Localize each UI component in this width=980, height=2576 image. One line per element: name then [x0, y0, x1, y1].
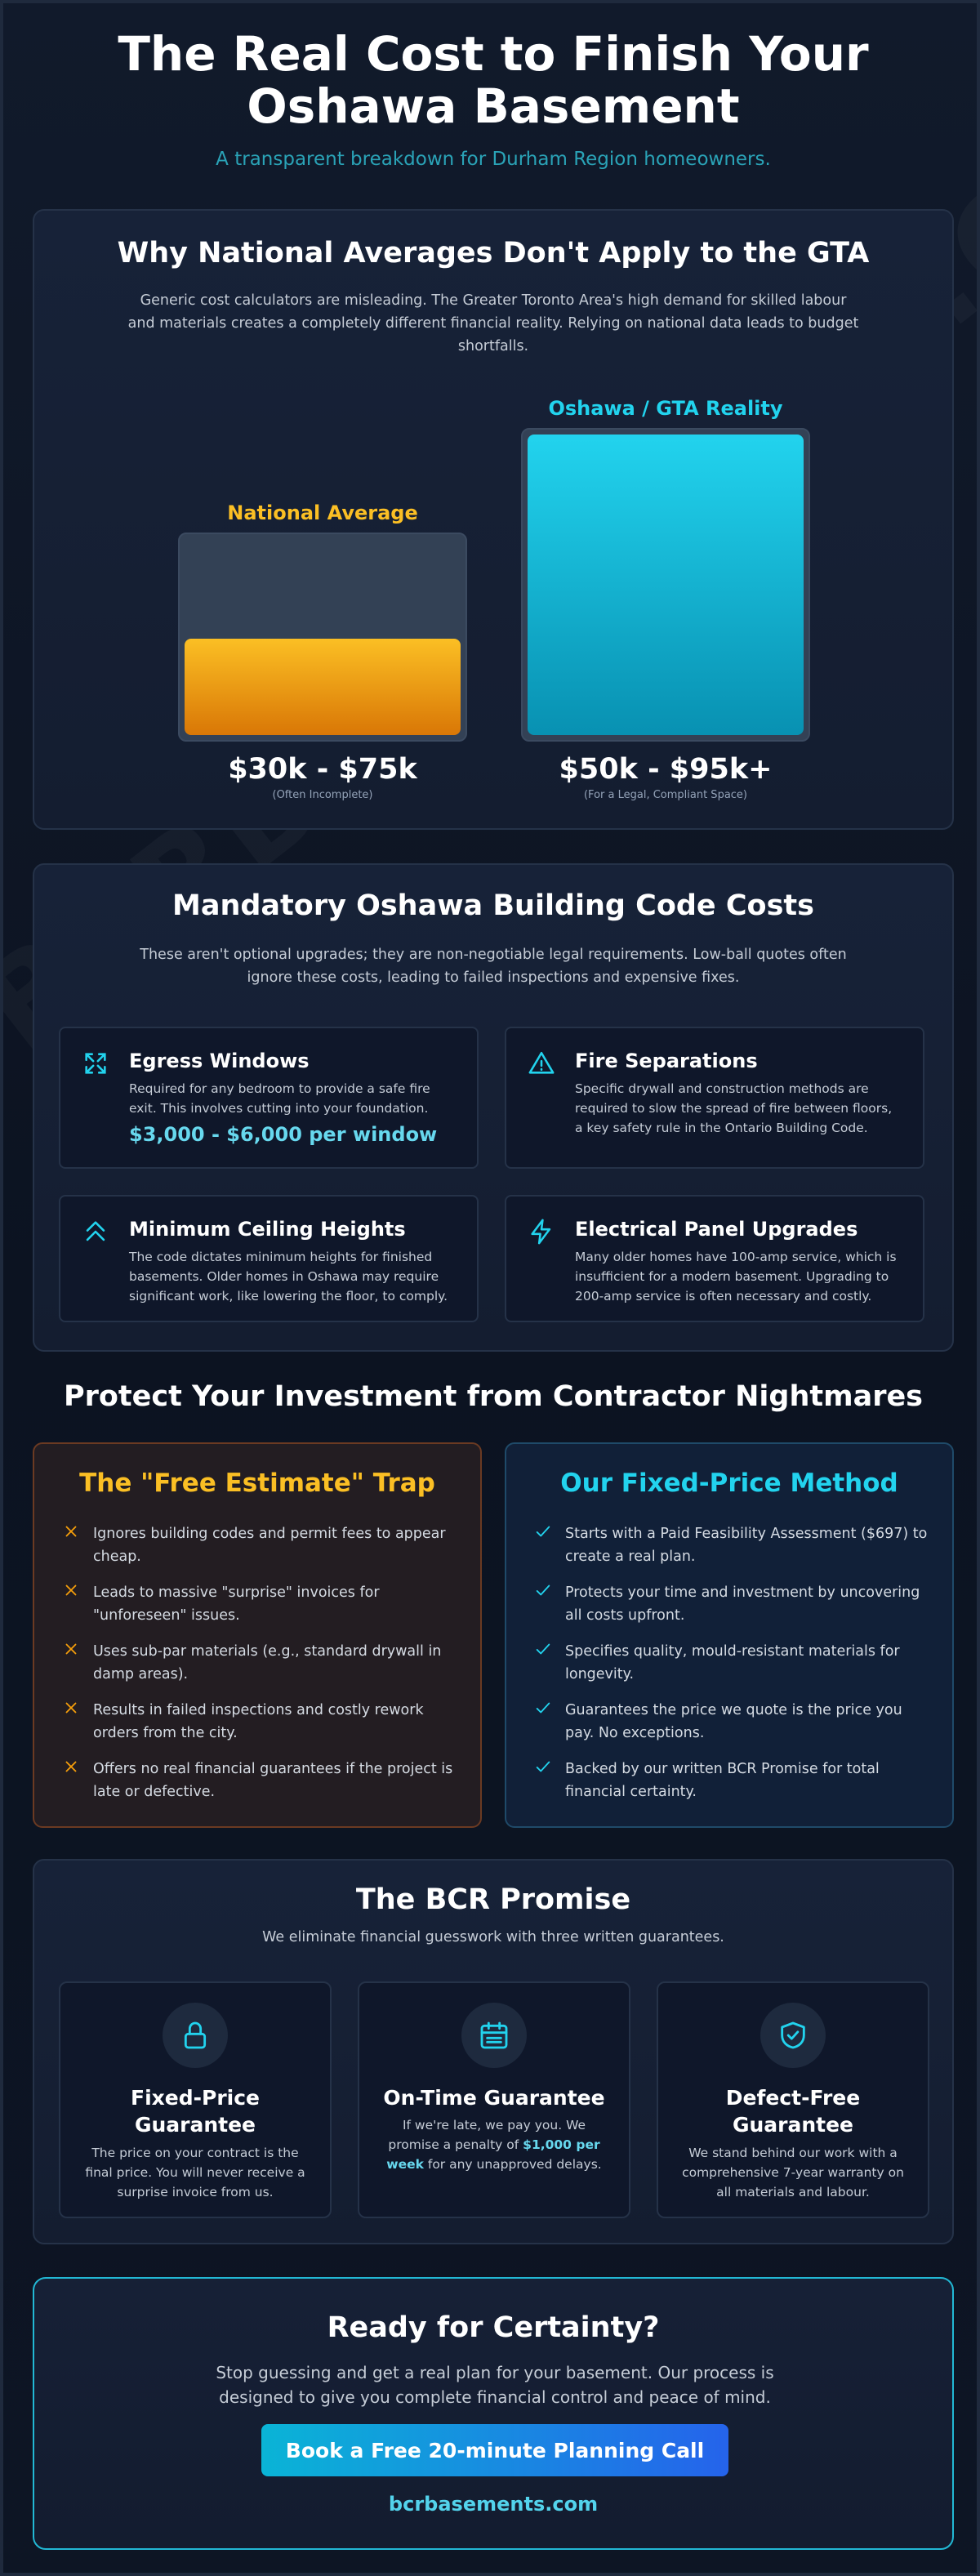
- promise-lead: We eliminate financial guesswork with three written guarantees.: [262, 1929, 724, 1945]
- trap-item-text: Results in failed inspections and costly rework orders from the city.: [93, 1702, 424, 1741]
- x-mark-icon: [62, 1581, 80, 1599]
- icon-circle: [163, 2003, 228, 2068]
- national-bar-note: (Often Incomplete): [272, 789, 373, 801]
- fixed-price-method-card: [505, 1442, 954, 1828]
- code-costs-lead: These aren't optional upgrades; they are non-negotiable legal requirements. Low-ball quotes often ignore these costs, leading to failed inspections and expensive fixes.: [140, 947, 847, 986]
- promise-card-desc: [376, 2115, 612, 2174]
- gta-bar-value: $50k - $95k+: [559, 753, 773, 786]
- requirement-desc: Many older homes have 100-amp service, which is insufficient for a modern basement. Upgrading to 200-amp service is often necessary and costly.: [575, 1250, 897, 1304]
- gta-bar-fill: [528, 435, 804, 735]
- national-bar-fill: [185, 639, 461, 735]
- free-estimate-trap-card: [33, 1442, 482, 1828]
- averages-lead: Generic cost calculators are misleading. The Greater Toronto Area's high demand for skilled labour and materials creates a completely different financial reality. Relying on national data leads to budget shortfalls.: [127, 292, 859, 354]
- promise-card-fixed-price: [59, 1981, 332, 2218]
- expand-arrows-icon: [82, 1050, 109, 1077]
- requirement-title: Fire Separations: [575, 1050, 758, 1072]
- cta-lead: Stop guessing and get a real plan for your basement. Our process is designed to give you complete financial control and peace of mind.: [216, 2363, 774, 2407]
- promise-card-desc: We stand behind our work with a comprehensive 7-year warranty on all materials and labour.: [682, 2146, 904, 2199]
- trap-title: The "Free Estimate" Trap: [79, 1468, 435, 1498]
- cta-section: [33, 2277, 954, 2550]
- website-link[interactable]: bcrbasements.com: [388, 2493, 599, 2516]
- page-title-line1: The Real Cost to Finish Your: [118, 26, 869, 82]
- checkmark-icon: [534, 1758, 552, 1776]
- method-title: Our Fixed-Price Method: [560, 1468, 898, 1498]
- checkmark-icon: [534, 1640, 552, 1658]
- shield-check-icon: [777, 2019, 809, 2052]
- x-mark-icon: [62, 1699, 80, 1717]
- calendar-icon: [478, 2019, 510, 2052]
- trap-item-text: Leads to massive "surprise" invoices for "unforeseen" issues.: [93, 1584, 380, 1624]
- gta-bar-label: Oshawa / GTA Reality: [548, 397, 783, 420]
- method-item-text: Backed by our written BCR Promise for total financial certainty.: [565, 1761, 880, 1800]
- promise-card-desc: The price on your contract is the final price. You will never receive a surprise invoice from us.: [85, 2146, 305, 2199]
- requirement-price: $3,000 - $6,000 per window: [129, 1123, 438, 1146]
- requirement-card-electrical: [505, 1195, 924, 1322]
- method-item-text: Starts with a Paid Feasibility Assessment ($697) to create a real plan.: [565, 1526, 928, 1565]
- method-item-text: Protects your time and investment by uncovering all costs upfront.: [565, 1584, 920, 1624]
- penalty-amount: $1,000 per week: [386, 2137, 600, 2172]
- code-costs-title: Mandatory Oshawa Building Code Costs: [172, 889, 814, 922]
- averages-section: [33, 209, 954, 830]
- promise-card-defect-free: [657, 1981, 929, 2218]
- icon-circle: [461, 2003, 527, 2068]
- double-chevron-up-icon: [82, 1218, 109, 1246]
- x-mark-icon: [62, 1522, 80, 1540]
- lightning-bolt-icon: [528, 1218, 555, 1246]
- book-planning-call-button[interactable]: Book a Free 20-minute Planning Call: [261, 2424, 728, 2476]
- gta-bar-note: (For a Legal, Compliant Space): [583, 789, 747, 801]
- averages-title: Why National Averages Don't Apply to the GTA: [117, 237, 870, 270]
- requirement-card-egress: [59, 1027, 479, 1169]
- promise-desc-pre: If we're late, we pay you. We promise a penalty of: [388, 2118, 586, 2152]
- protect-title: Protect Your Investment from Contractor Nightmares: [63, 1380, 924, 1413]
- trap-item-text: Offers no real financial guarantees if the project is late or defective.: [93, 1761, 453, 1800]
- page-subtitle: A transparent breakdown for Durham Region homeowners.: [216, 149, 771, 170]
- lock-icon: [179, 2019, 212, 2052]
- promise-desc-post: for any unapproved delays.: [423, 2157, 602, 2172]
- promise-card-title: On-Time Guarantee: [383, 2086, 605, 2110]
- promise-card-title-line2: Guarantee: [732, 2113, 854, 2137]
- promise-card-title: [74, 2084, 317, 2138]
- warning-triangle-icon: [528, 1050, 555, 1077]
- promise-card-title-line2: Guarantee: [134, 2113, 256, 2137]
- icon-circle: [760, 2003, 826, 2068]
- promise-card-on-time: [358, 1981, 630, 2218]
- trap-item-text: Ignores building codes and permit fees to appear cheap.: [93, 1526, 446, 1565]
- national-bar-label: National Average: [227, 501, 418, 524]
- hero: [3, 28, 980, 170]
- requirement-desc: Required for any bedroom to provide a safe fire exit. This involves cutting into your foundation.: [129, 1081, 430, 1116]
- trap-item-text: Uses sub-par materials (e.g., standard drywall in damp areas).: [93, 1643, 442, 1682]
- requirement-desc: Specific drywall and construction methods are required to slow the spread of fire between floors, a key safety rule in the Ontario Building Code.: [575, 1081, 893, 1135]
- checkmark-icon: [534, 1522, 552, 1540]
- national-bar-value: $30k - $75k: [228, 753, 417, 786]
- national-bar-track: [178, 533, 467, 742]
- method-item-text: Specifies quality, mould-resistant materials for longevity.: [565, 1643, 900, 1682]
- promise-section: [33, 1859, 954, 2244]
- method-item-text: Guarantees the price we quote is the price you pay. No exceptions.: [565, 1702, 902, 1741]
- x-mark-icon: [62, 1640, 80, 1658]
- page-title-line2: Oshawa Basement: [247, 78, 740, 134]
- requirement-title: Egress Windows: [129, 1050, 310, 1072]
- page-title: [3, 28, 980, 132]
- promise-card-title-line1: Fixed-Price: [131, 2086, 260, 2110]
- checkmark-icon: [534, 1699, 552, 1717]
- promise-card-title-line1: Defect-Free: [725, 2086, 861, 2110]
- checkmark-icon: [534, 1581, 552, 1599]
- requirement-desc: The code dictates minimum heights for finished basements. Older homes in Oshawa may require significant work, like lowering the floor, to comply.: [129, 1250, 448, 1304]
- cta-title: Ready for Certainty?: [327, 2311, 660, 2344]
- gta-bar-track: [521, 428, 810, 742]
- requirement-title: Electrical Panel Upgrades: [575, 1218, 858, 1241]
- promise-card-title: [671, 2084, 915, 2138]
- requirement-title: Minimum Ceiling Heights: [129, 1218, 406, 1241]
- x-mark-icon: [62, 1758, 80, 1776]
- promise-title: The BCR Promise: [355, 1883, 631, 1916]
- requirement-card-fire: [505, 1027, 924, 1169]
- code-costs-section: [33, 863, 954, 1352]
- requirement-card-ceiling: [59, 1195, 479, 1322]
